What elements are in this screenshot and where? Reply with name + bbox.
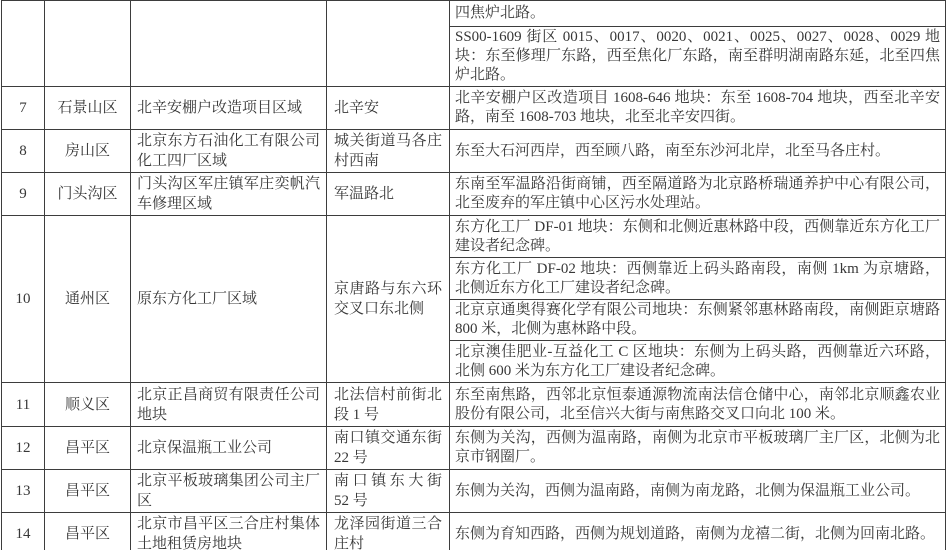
cell-district: 顺义区 <box>45 383 131 427</box>
cell-district: 昌平区 <box>45 427 131 470</box>
table-row <box>2 513 946 550</box>
cell-location: 军温路北 <box>327 173 450 216</box>
cell-boundary: 东至南焦路，西邻北京恒泰通源物流南法信仓储中心，南邻北京顺鑫农业股份有限公司，北至信兴大街与南焦路交叉口向北 100 米。 <box>450 383 946 427</box>
cell-boundary: 东方化工厂 DF-01 地块：东侧和北侧近惠林路中段，西侧靠近东方化工厂建设者纪念碑。 <box>450 216 946 258</box>
cell-boundary: 四焦炉北路。 <box>450 1 946 27</box>
cell-location: 南口镇东大街 52 号 <box>327 470 450 513</box>
cell-seq: 12 <box>2 427 45 470</box>
cell-district: 房山区 <box>45 130 131 173</box>
cell-seq <box>2 1 45 87</box>
table-row <box>2 173 946 216</box>
cell-seq: 9 <box>2 173 45 216</box>
cell-location: 北法信村前街北段 1 号 <box>327 383 450 427</box>
cell-district <box>45 1 131 87</box>
cell-location <box>327 1 450 87</box>
cell-location: 城关街道马各庄村西南 <box>327 130 450 173</box>
cell-area: 北辛安棚户改造项目区域 <box>131 87 327 130</box>
cell-location: 南口镇交通东街 22 号 <box>327 427 450 470</box>
table-row <box>2 427 946 470</box>
cell-location: 北辛安 <box>327 87 450 130</box>
cell-district: 昌平区 <box>45 513 131 550</box>
cell-boundary: 东侧为关沟，西侧为温南路，南侧为北京市平板玻璃厂主厂区，北侧为北京市钢圈厂。 <box>450 427 946 470</box>
cell-location: 京唐路与东六环交叉口东北侧 <box>327 216 450 383</box>
table-row <box>2 130 946 173</box>
cell-district: 通州区 <box>45 216 131 383</box>
cell-boundary: 东侧为育知西路，西侧为规划道路，南侧为龙禧二街，北侧为回南北路。 <box>450 513 946 550</box>
cell-boundary: 北辛安棚户区改造项目 1608-646 地块：东至 1608-704 地块，西至北辛安路，南至 1608-703 地块，北至北辛安四街。 <box>450 87 946 130</box>
cell-seq: 11 <box>2 383 45 427</box>
cell-area: 北京保温瓶工业公司 <box>131 427 327 470</box>
table-row <box>2 1 946 27</box>
cell-district: 石景山区 <box>45 87 131 130</box>
cell-district: 门头沟区 <box>45 173 131 216</box>
cell-location: 龙泽园街道三合庄村 <box>327 513 450 550</box>
table-row <box>2 216 946 258</box>
cell-area: 北京平板玻璃集团公司主厂区 <box>131 470 327 513</box>
cell-boundary: SS00-1609 街区 0015、0017、0020、0021、0025、0027、0028、0029 地块：东至修理厂东路，西至焦化厂东路，南至群明湖南路东延，北至四焦炉北路。 <box>450 27 946 87</box>
cell-seq: 8 <box>2 130 45 173</box>
cell-boundary: 东侧为关沟，西侧为温南路，南侧为南龙路，北侧为保温瓶工业公司。 <box>450 470 946 513</box>
cell-seq: 10 <box>2 216 45 383</box>
cell-area <box>131 1 327 87</box>
land-parcel-table <box>1 0 946 550</box>
cell-area: 北京东方石油化工有限公司化工四厂区域 <box>131 130 327 173</box>
cell-area: 北京市昌平区三合庄村集体土地租赁房地块 <box>131 513 327 550</box>
cell-boundary: 东至大石河西岸，西至顾八路，南至东沙河北岸，北至马各庄村。 <box>450 130 946 173</box>
cell-area: 原东方化工厂区域 <box>131 216 327 383</box>
cell-seq: 13 <box>2 470 45 513</box>
cell-district: 昌平区 <box>45 470 131 513</box>
cell-boundary: 北京澳佳肥业-互益化工 C 区地块：东侧为上码头路，西侧靠近六环路，北侧 600 米为东方化工厂建设者纪念碑。 <box>450 341 946 383</box>
cell-boundary: 东南至军温路沿街商铺，西至隔道路为北京路桥瑞通养护中心有限公司，北至废弃的军庄镇中心区污水处理站。 <box>450 173 946 216</box>
table-row <box>2 470 946 513</box>
cell-seq: 7 <box>2 87 45 130</box>
table-row <box>2 383 946 427</box>
table-row <box>2 87 946 130</box>
cell-seq: 14 <box>2 513 45 550</box>
cell-boundary: 东方化工厂 DF-02 地块：西侧靠近上码头路南段，南侧 1km 为京塘路，北侧近东方化工厂建设者纪念碑。 <box>450 258 946 300</box>
cell-area: 门头沟区军庄镇军庄奕帆汽车修理区域 <box>131 173 327 216</box>
cell-area: 北京正昌商贸有限责任公司地块 <box>131 383 327 427</box>
cell-boundary: 北京京通奥得赛化学有限公司地块：东侧紧邻惠林路南段，南侧距京塘路 800 米，北侧为惠林路中段。 <box>450 300 946 341</box>
